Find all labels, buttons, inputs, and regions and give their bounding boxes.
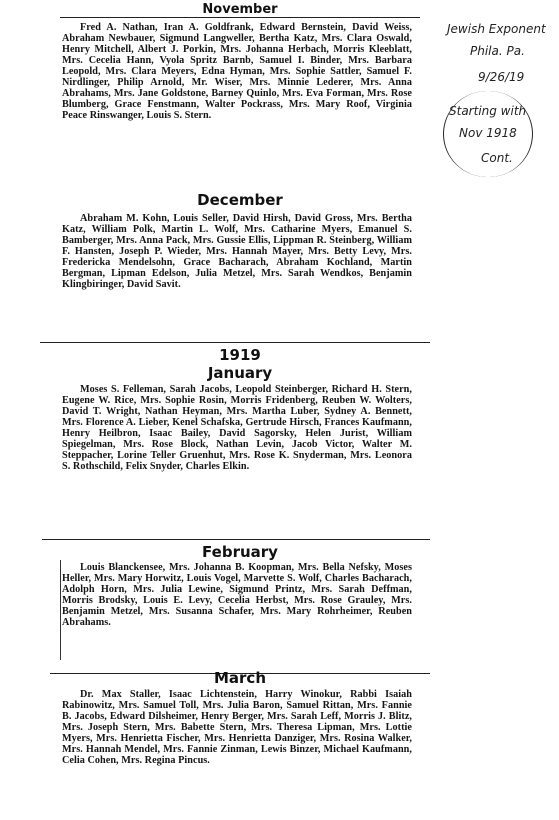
annotation-publication: Jewish Exponent xyxy=(447,22,546,36)
heading-november: November xyxy=(202,2,278,17)
heading-february: February xyxy=(202,543,278,561)
heading-year-1919: 1919 xyxy=(219,346,261,364)
paragraph-november: Fred A. Nathan, Iran A. Goldfrank, Edward Bernstein, David Weiss, Abraham Newbauer, Sigmund Langweller, Bertha Katz, Mrs. Clara Oswald, Henry Mitchell, Albert J. Porkin, Mrs. Johanna Herbach, Morris Kleeblatt, Mrs. Cecelia Hann, Vyola Spritz Barnb, Samuel I. Binder, Mrs. Barbara Leopold, Mrs. Clara Meyers, Edna Hyman, Mrs. Sophie Sattler, Samuel F. Nirdlinger, Philip Arnold, Mr. Wiser, Mrs. Minnie Lederer, Mrs. Anna Abrahams, Mrs. Jane Goldstone, Barney Quinlo, Mrs. Eva Forman, Mrs. Rose Blumberg, Grace Fenstmann, Walter Pockrass, Mrs. Mary Roof, Virginia Peace Rinswanger, Louis S. Stern. xyxy=(62,22,412,121)
paragraph-march: Dr. Max Staller, Isaac Lichtenstein, Harry Winokur, Rabbi Isaiah Rabinowitz, Mrs. Samuel Toll, Mrs. Julia Baron, Samuel Rittan, Mrs. Fannie B. Jacobs, Edward Dilsheimer, Henry Berger, Mrs. Sarah Leff, Morris J. Blitz, Mrs. Joseph Stern, Mrs. Babette Stern, Mrs. Theresa Lipman, Mrs. Lottie Myers, Mrs. Henrietta Fischer, Mrs. Henrietta Danziger, Mrs. Rosina Walker, Mrs. Hannah Mendel, Mrs. Fannie Zinman, Lewis Binzer, Michael Kaufmann, Celia Cohen, Mrs. Regina Pincus. xyxy=(62,689,412,766)
paragraph-february: Louis Blanckensee, Mrs. Johanna B. Koopman, Mrs. Bella Nefsky, Moses Heller, Mrs. Mary Horwitz, Louis Vogel, Marvette S. Wolf, Charles Bacharach, Adolph Horn, Mrs. Julia Lewine, Sigmund Printz, Mrs. Sarah Deffman, Morris Brodsky, Louis E. Levy, Cecelia Herbst, Mrs. Rose Grauley, Mrs. Benjamin Metzel, Mrs. Susanna Schafer, Mrs. Mary Rohrheimer, Reuben Abrahams. xyxy=(62,562,412,628)
annotation-date: 9/26/19 xyxy=(478,70,525,84)
annotation-city: Phila. Pa. xyxy=(470,44,525,58)
heading-january: January xyxy=(207,364,273,382)
paragraph-december: Abraham M. Kohn, Louis Seller, David Hirsh, David Gross, Mrs. Bertha Katz, William Polk, Martin L. Wolf, Mrs. Catharine Myers, Emanuel S. Bamberger, Mrs. Anna Pack, Mrs. Gussie Ellis, Lippman R. Steinberg, William F. Hansten, Joseph P. Wieder, Mrs. Hannah Mayer, Mrs. Betty Levy, Mrs. Fredericka Mendelsohn, Grace Bacharach, Abraham Kochland, Martin Bergman, Lipman Edelson, Julia Metzel, Mrs. Sarah Wendkos, Benjamin Klingbiringer, David Savit. xyxy=(62,213,412,290)
heading-march: March xyxy=(213,669,267,687)
annotation-nov-1918: Nov 1918 xyxy=(459,126,517,140)
rule-1919 xyxy=(40,342,430,343)
rule-november xyxy=(60,17,420,18)
paragraph-january: Moses S. Felleman, Sarah Jacobs, Leopold Steinberger, Richard H. Stern, Eugene W. Rice, Mrs. Sophie Rosin, Morris Fridenberg, Reuben W. Wolters, David T. Wright, Nathan Heyman, Mrs. Martha Luber, Sydney A. Bennett, Mrs. Florence A. Lieber, Kenel Schafska, Gertrude Hirsch, Frances Kaufmann, Henry Heilbron, Isaac Bailey, David Sagorsky, Helen Jurist, William Spiegelman, Mrs. Rose Block, Nathan Levin, Jacob Victor, Walter M. Steppacher, Lorine Teller Gruenhut, Mrs. Rose K. Snyderman, Mrs. Leonora S. Rothschild, Felix Snyder, Charles Elkin. xyxy=(62,384,412,472)
column-edge-mark xyxy=(60,560,61,660)
heading-december: December xyxy=(197,191,283,209)
rule-february xyxy=(42,539,430,540)
annotation-starting-with: Starting with xyxy=(449,104,527,118)
annotation-continued: Cont. xyxy=(481,151,513,165)
